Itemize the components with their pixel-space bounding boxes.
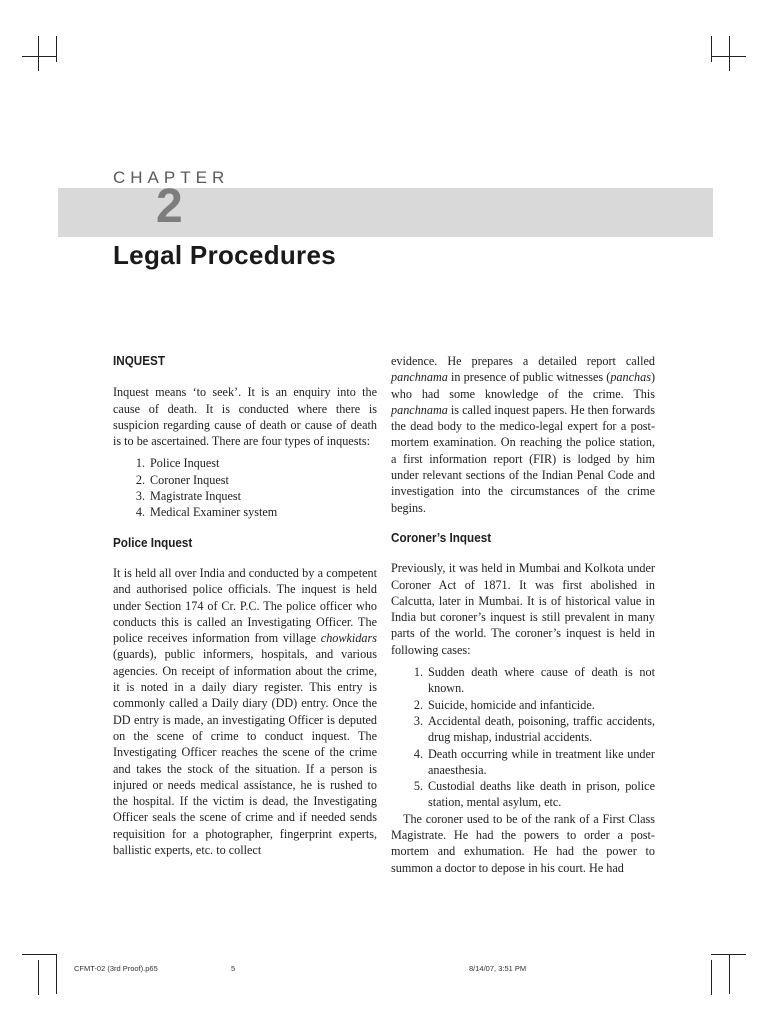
heading-inquest: INQUEST — [113, 353, 166, 368]
inquest-types-list — [131, 455, 377, 520]
list-text: Death occurring while in treatment like under anaesthesia. — [428, 746, 655, 777]
coroner-paragraph-2: The coroner used to be of the rank of a First Class Magistrate. He had the powers to order a post-mortem and exhumation. He had the power to summon a doctor to depose in his court. He had — [391, 811, 655, 875]
crop-mark — [729, 36, 730, 71]
list-text: Medical Examiner system — [150, 505, 278, 520]
list-number: 4. — [413, 746, 423, 761]
police-inquest-paragraph — [113, 565, 377, 858]
list-text: Accidental death, poisoning, traffic accidents, drug mishap, industrial accidents. — [428, 713, 655, 745]
chapter-label: CHAPTER — [113, 168, 230, 187]
list-item — [131, 472, 377, 488]
footer-filename: CFMT-02 (3rd Proof).p65 — [74, 964, 158, 973]
list-item — [131, 504, 377, 520]
list-item — [409, 697, 655, 713]
text-run: (guards), public informers, hospitals, and various agencies. On receipt of information about the crime, it is noted in a daily diary register. This entry is commonly called a Daily diary (DD) entry. Once the DD entry is made, an investigating Officer is deputed on the scene of crime to conduct inquest. The Investigating Officer reaches the scene of the crime and takes the stock of the situation. If a person is injured or needs medical assistance, he is rushed to the hospital. If the victim is dead, the Investigating Officer seals the scene of crime and if needed sends requisition for a photographer, fingerprint experts, ballistic experts, etc. to collect — [113, 647, 377, 858]
heading-coroners-inquest: Coroner’s Inquest — [391, 529, 492, 545]
left-column — [113, 353, 377, 858]
text-run: It is held all over India and conducted by a competent and authorised police officials. The inquest is held under Section 174 of Cr. P.C. The police officer who conducts this is called an Investigating Officer. The police receives information from village — [113, 565, 377, 646]
text-run: evidence. He prepares a detailed report called — [391, 354, 655, 368]
list-text: Sudden death where cause of death is not known. — [428, 665, 655, 696]
crop-mark — [711, 960, 712, 995]
text-run: ) who had some knowledge of the crime. This — [391, 370, 655, 401]
list-text: Magistrate Inquest — [150, 489, 242, 504]
italic-term: panchas — [610, 370, 651, 385]
crop-mark — [22, 56, 57, 57]
list-number: 1. — [413, 665, 423, 680]
coroner-paragraph: Previously, it was held in Mumbai and Kolkota under Coroner Act of 1871. It was first abolished in Calcutta, later in Mumbai. It is of historical value in India but coroner’s inquest is still prevalent in many parts of the world. The coroner’s inquest is held in following cases: — [391, 561, 655, 657]
crop-mark — [22, 954, 57, 955]
crop-mark — [711, 56, 746, 57]
list-number: 4. — [135, 505, 145, 520]
list-item — [409, 713, 655, 746]
list-item — [131, 488, 377, 504]
continuation-paragraph — [391, 353, 655, 516]
list-item — [409, 664, 655, 697]
text-run: in presence of public witnesses ( — [447, 370, 611, 385]
right-column — [391, 353, 655, 876]
italic-term: chowkidars — [320, 631, 377, 646]
list-text: Custodial deaths like death in prison, police station, mental asylum, etc. — [428, 779, 655, 810]
list-number: 2. — [135, 472, 145, 487]
list-number: 1. — [135, 456, 145, 471]
list-number: 2. — [413, 697, 423, 712]
list-text: Coroner Inquest — [150, 472, 229, 487]
inquest-paragraph: Inquest means ‘to seek’. It is an enquiry into the cause of death. It is conducted where there is suspicion regarding cause of death or cause of death is to be ascertained. There are four types of inquests: — [113, 385, 377, 449]
italic-term: panchnama — [391, 370, 448, 385]
list-number: 5. — [413, 779, 423, 794]
footer-timestamp: 8/14/07, 3:51 PM — [469, 964, 527, 973]
list-text: Suicide, homicide and infanticide. — [428, 697, 595, 712]
list-number: 3. — [413, 713, 423, 728]
crop-mark — [38, 960, 39, 995]
list-item — [409, 746, 655, 779]
crop-mark — [56, 36, 57, 62]
italic-term: panchnama — [391, 402, 448, 417]
crop-mark — [711, 36, 712, 62]
footer-page-number: 5 — [231, 964, 236, 973]
crop-mark — [729, 954, 730, 994]
crop-mark — [56, 954, 57, 994]
chapter-title: Legal Procedures — [113, 240, 336, 270]
crop-mark — [38, 36, 39, 71]
chapter-number: 2 — [156, 180, 183, 233]
coroner-cases-list — [409, 664, 655, 811]
list-number: 3. — [135, 489, 145, 504]
list-item — [409, 778, 655, 811]
list-text: Police Inquest — [150, 456, 220, 471]
heading-police-inquest: Police Inquest — [113, 534, 193, 550]
list-item — [131, 455, 377, 471]
text-run: is called inquest papers. He then forwards the dead body to the medico-legal expert for a post-mortem examination. On reaching the police station, a first information report (FIR) is lodged by him under relevant sections of the Indian Penal Code and investigation into the circumstances of the crime begins. — [391, 402, 655, 515]
